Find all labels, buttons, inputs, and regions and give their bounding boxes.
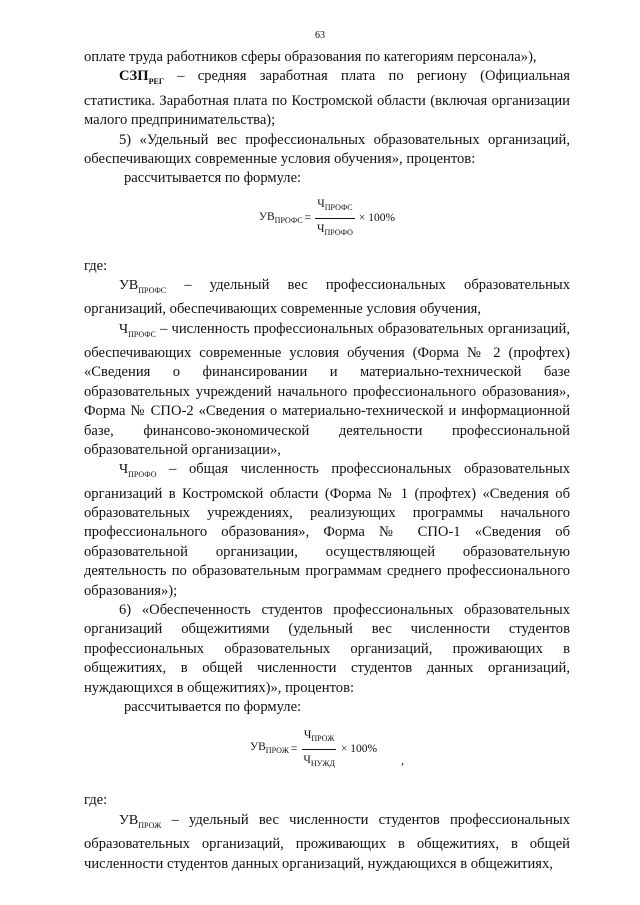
formula-1: $УВ_{ПРОФС}$ = $\frac{Ч_{ПРОФС}}{Ч_{ПРОФО}}$ × 100% <box>84 189 570 249</box>
definition-uv-prozh: $УВ_{ПРОЖ}$ – удельный вес численности студентов профессиональных образовательных организаций, проживающих в общежитиях, в общей численности студентов данных организаций, нуждающихся в общежитиях, <box>84 811 570 872</box>
calc-label-1: рассчитывается по формуле: <box>124 170 302 187</box>
formula-2-fraction: $\frac{Ч_{ПРОЖ}}{Ч_{НУЖД}}$ <box>301 726 337 774</box>
item-5: 5) «Удельный вес профессиональных образовательных организаций, обеспечивающих современные условия обучения», процентов: <box>84 131 570 167</box>
formula-2: $УВ_{ПРОЖ}$ = $\frac{Ч_{ПРОЖ}}{Ч_{НУЖД}}$ × 100% , <box>84 717 570 781</box>
definition-ch-profs: $Ч_{ПРОФС}$ – численность профессиональных образовательных организаций, обеспечивающих современные условия обучения (Форма № 2 (профтех) «Сведения о финансировании и материально-технической базе образовательных учреждений начального профессионального образования», Форма № СПО-2 «Сведения о материально-технической и информационной базе, финансово-экономической деятельности профессиональной образовательной организации», <box>84 320 570 458</box>
definition-uv-profs: $УВ_{ПРОФС}$ – удельный вес профессиональных образовательных организаций, обеспечивающих современные условия обучения, <box>84 277 570 318</box>
term-szp: $СЗП_{РЕГ}$ <box>119 68 164 87</box>
where-label-1: где: <box>84 257 108 274</box>
paragraph-continuation: оплате труда работников сферы образования по категориям персонала»), <box>84 49 537 65</box>
document-body <box>84 48 570 874</box>
definition-szp: $СЗП_{РЕГ}$ – средняя заработная плата по региону (Официальная статистика. Заработная плата по Костромской области (включая организации малого предпринимательства); <box>84 68 570 129</box>
page-number: 63 <box>315 30 325 41</box>
item-6: 6) «Обеспеченность студентов профессиональных образовательных организаций общежитиями (удельный вес численности студентов профессиональных образовательных организаций, проживающих в общежитиях, в общей численности студентов данных организаций, нуждающихся в общежитиях)», процентов: <box>84 602 570 696</box>
calc-label-2: рассчитывается по формуле: <box>124 699 302 716</box>
formula-2-comma: , <box>401 754 405 767</box>
definition-ch-profo: $Ч_{ПРОФО}$ – общая численность профессиональных образовательных организаций в Костромской области (Форма № 1 (профтех) «Сведения об образовательных учреждениях, реализующих программы начального профессионального образования», Форма № СПО-1 «Сведения об образовательной организации, осуществляющей образовательную деятельность по образовательным программам среднего профессионального образования»); <box>84 461 570 599</box>
formula-1-fraction: $\frac{Ч_{ПРОФС}}{Ч_{ПРОФО}}$ <box>315 195 355 243</box>
where-label-2: где: <box>84 792 108 809</box>
